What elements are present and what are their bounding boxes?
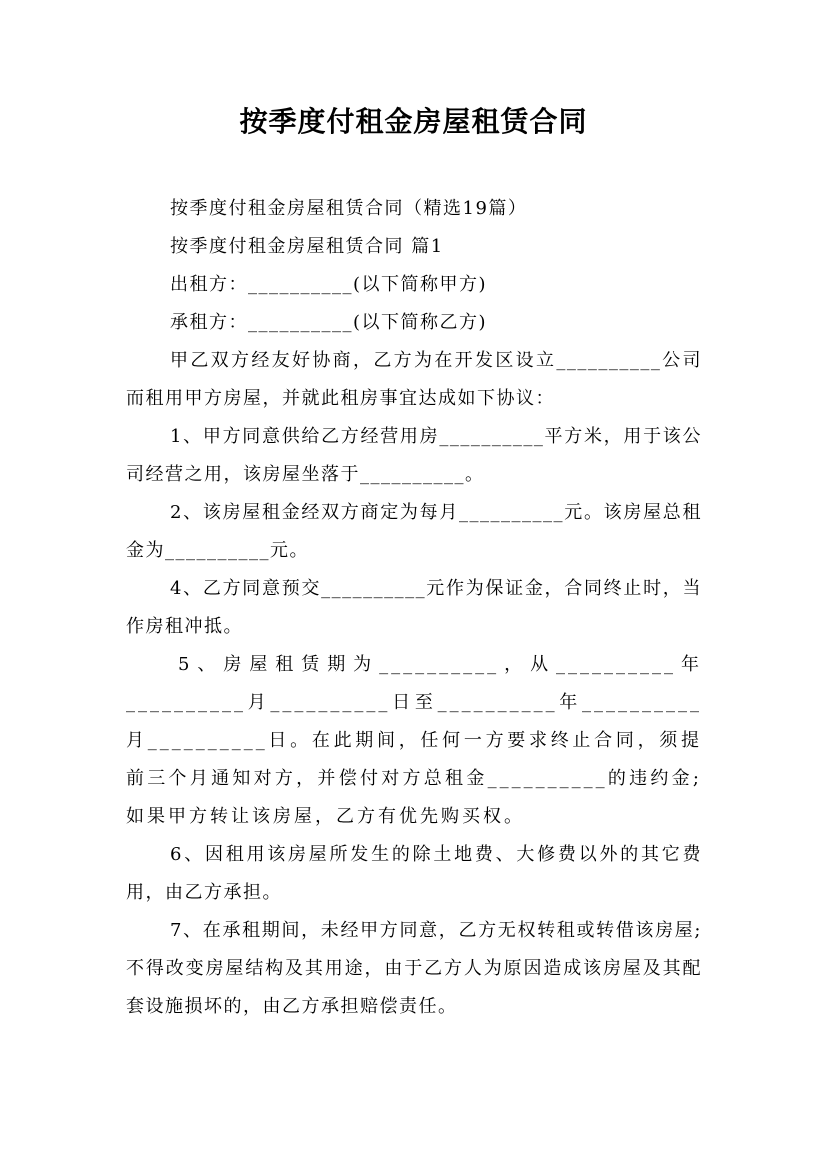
paragraph-clause-4: 4、乙方同意预交__________元作为保证金，合同终止时，当作房租冲抵。	[126, 578, 702, 637]
paragraph-clause-7: 7、在承租期间，未经甲方同意，乙方无权转租或转借该房屋;不得改变房屋结构及其用途，由于乙方人为原因造成该房屋及其配套设施损坏的，由乙方承担赔偿责任。	[126, 920, 702, 1017]
paragraph-preamble: 甲乙双方经友好协商，乙方为在开发区设立__________公司而租用甲方房屋，并就此租房事宜达成如下协议：	[126, 350, 702, 409]
paragraph-subtitle: 按季度付租金房屋租赁合同（精选19篇）	[170, 198, 528, 219]
paragraph-clause-2: 2、该房屋租金经双方商定为每月__________元。该房屋总租金为__________元。	[126, 502, 702, 561]
document-body	[126, 190, 702, 1026]
paragraph-section-heading: 按季度付租金房屋租赁合同 篇1	[170, 236, 444, 257]
document-title: 按季度付租金房屋租赁合同	[239, 105, 588, 138]
paragraph-clause-1: 1、甲方同意供给乙方经营用房__________平方米，用于该公司经营之用，该房屋坐落于__________。	[126, 426, 702, 485]
paragraph-lessee: 承租方：__________(以下简称乙方)	[170, 312, 488, 333]
paragraph-clause-5: 5、房屋租赁期为__________，从__________年__________月__________日至__________年__________月__________日。在此期间，任何一方要求终止合同，须提前三个月通知对方，并偿付对方总租金__________的违约金;如果甲方转让该房屋，乙方有优先购买权。	[126, 654, 702, 827]
paragraph-lessor: 出租方：__________(以下简称甲方)	[170, 274, 488, 295]
paragraph-clause-6: 6、因租用该房屋所发生的除土地费、大修费以外的其它费用，由乙方承担。	[126, 844, 702, 903]
